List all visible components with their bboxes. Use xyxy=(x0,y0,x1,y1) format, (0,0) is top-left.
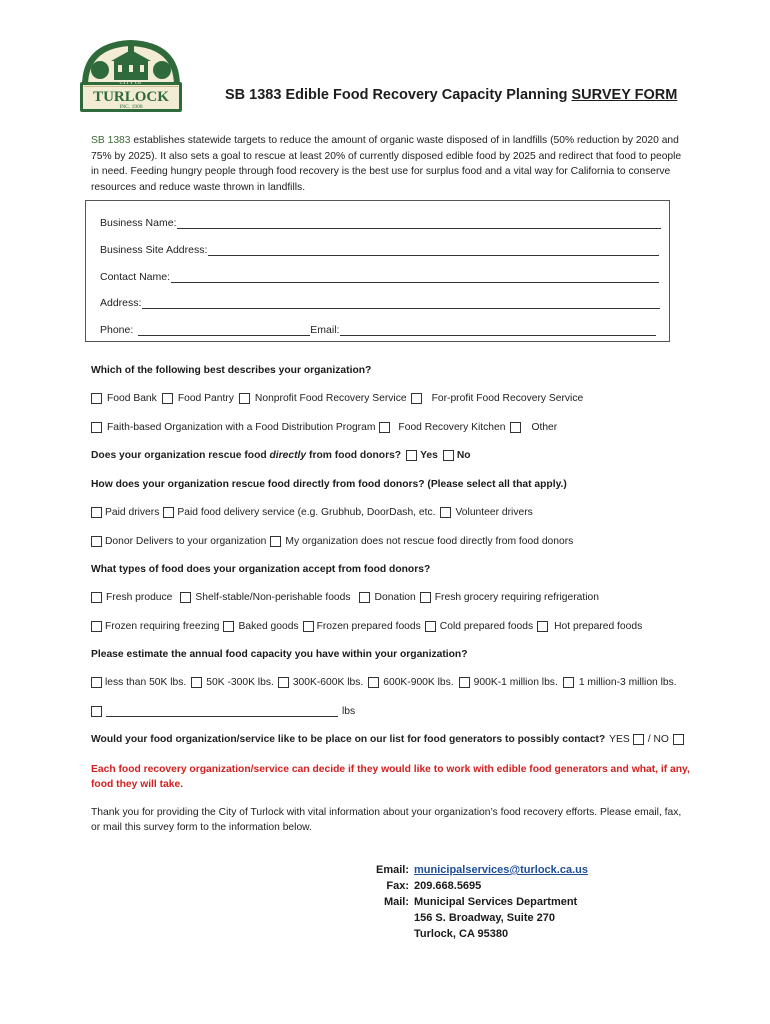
email-blank[interactable] xyxy=(340,325,656,336)
option-600k-900k[interactable] xyxy=(368,677,453,688)
question-rescue-directly xyxy=(91,450,471,461)
option-label: Fresh grocery requiring refrigeration xyxy=(434,592,599,603)
contact-name-blank[interactable] xyxy=(171,272,659,283)
phone-email-field[interactable] xyxy=(100,324,656,336)
option-1m-3m[interactable] xyxy=(563,677,677,688)
business-info-box xyxy=(85,200,670,342)
option-label: No xyxy=(456,450,471,461)
email-label: Email: xyxy=(375,864,409,876)
question-text: Would your food organization/service like to be place on our list for food generators to possibly contact? xyxy=(91,734,606,745)
city-of-turlock-logo xyxy=(76,36,186,118)
option-label: Frozen prepared foods xyxy=(316,621,421,632)
checkbox[interactable] xyxy=(673,734,684,745)
checkbox[interactable] xyxy=(537,621,548,632)
option-label: Food Recovery Kitchen xyxy=(398,422,506,433)
logo-name-text: TURLOCK xyxy=(93,89,169,105)
email-label: Email: xyxy=(310,324,340,336)
option-label: less than 50K lbs. xyxy=(105,677,187,688)
contact-mail-row xyxy=(373,894,588,910)
city-logo-seal xyxy=(76,36,186,118)
option-label: Baked goods xyxy=(238,621,299,632)
business-name-field[interactable] xyxy=(100,217,661,229)
custom-capacity-blank[interactable] xyxy=(106,706,338,717)
option-label: Nonprofit Food Recovery Service xyxy=(254,393,407,404)
fax-number: 209.668.5695 xyxy=(414,880,482,892)
option-label: Donor Delivers to your organization xyxy=(105,536,267,547)
option-shelf-stable[interactable] xyxy=(180,592,350,603)
address-field[interactable] xyxy=(100,297,660,309)
checkbox[interactable] xyxy=(180,592,191,603)
thank-you-paragraph: Thank you for providing the City of Turlock with vital information about your organization’s food recovery efforts. Please email, fax, or mail this survey form to the information below. xyxy=(91,807,682,833)
checkbox[interactable] xyxy=(270,536,281,547)
option-frozen-requiring-freezing[interactable] xyxy=(91,621,219,632)
option-label: For-profit Food Recovery Service xyxy=(431,393,584,404)
option-donation[interactable] xyxy=(359,592,416,603)
question-text-end: from food donors? xyxy=(306,450,402,461)
option-label: Hot prepared foods xyxy=(554,621,643,632)
email-link[interactable]: municipalservices@turlock.ca.us xyxy=(414,864,588,876)
phone-label: Phone: xyxy=(100,324,134,336)
option-label: 600K-900K lbs. xyxy=(383,677,454,688)
option-label: / NO xyxy=(647,734,669,745)
option-label: Food Pantry xyxy=(177,393,234,404)
contact-mail-city xyxy=(373,926,588,942)
option-50k-300k[interactable] xyxy=(191,677,274,688)
checkbox[interactable] xyxy=(411,393,422,404)
food-types-row-2 xyxy=(91,621,642,632)
rescue-method-row-1 xyxy=(91,507,533,518)
checkbox[interactable] xyxy=(278,677,289,688)
checkbox[interactable] xyxy=(633,734,644,745)
option-paid-drivers[interactable] xyxy=(91,507,159,518)
business-site-address-blank[interactable] xyxy=(208,245,659,256)
checkbox[interactable] xyxy=(459,677,470,688)
option-hot-prepared[interactable] xyxy=(537,621,642,632)
option-list-yes[interactable] xyxy=(609,734,648,745)
fax-label: Fax: xyxy=(386,880,409,892)
option-faith-based[interactable] xyxy=(91,422,375,433)
option-label: Frozen requiring freezing xyxy=(105,621,220,632)
option-label: 300K-600K lbs. xyxy=(292,677,364,688)
checkbox[interactable] xyxy=(510,422,521,433)
question-food-types: What types of food does your organization accept from food donors? xyxy=(91,564,431,575)
business-name-label: Business Name: xyxy=(100,217,177,229)
option-label: My organization does not rescue food directly from food donors xyxy=(285,536,574,547)
option-paid-delivery[interactable] xyxy=(163,507,435,518)
option-nonprofit-recovery[interactable] xyxy=(239,393,407,404)
checkbox[interactable] xyxy=(91,706,102,717)
custom-capacity-unit: lbs xyxy=(342,706,356,717)
checkbox[interactable] xyxy=(191,677,202,688)
option-label: 50K -300K lbs. xyxy=(206,677,274,688)
contact-name-label: Contact Name: xyxy=(100,271,171,283)
checkbox[interactable] xyxy=(443,450,454,461)
option-label: Paid food delivery service (e.g. Grubhub, DoorDash, etc. xyxy=(177,507,436,518)
option-label: 1 million-3 million lbs. xyxy=(578,677,677,688)
option-label: Shelf-stable/Non-perishable foods xyxy=(195,592,351,603)
logo-inc-text: INC. 1908 xyxy=(119,104,143,110)
contact-name-field[interactable] xyxy=(100,271,659,283)
option-300k-600k[interactable] xyxy=(278,677,363,688)
checkbox[interactable] xyxy=(91,592,102,603)
title-prefix: SB 1383 Edible Food Recovery Capacity Planning xyxy=(225,87,572,103)
option-less-than-50k[interactable] xyxy=(91,677,186,688)
question-emphasis: directly xyxy=(269,450,307,461)
option-cold-prepared[interactable] xyxy=(425,621,533,632)
checkbox[interactable] xyxy=(91,677,102,688)
intro-text: establishes statewide targets to reduce the amount of organic waste disposed of in landfills (50% reduction by 2020 and 75% by 2025). It also sets a goal to rescue at least 20% of currently disposed edible food by 2025 and redirect that food to people in need. Feeding hungry people through food recovery is the best use for surplus food and a vital way for California to conserve resources and reduce waste thrown in landfills. xyxy=(91,135,682,193)
checkbox[interactable] xyxy=(91,507,102,518)
question-text: Does your organization rescue food xyxy=(91,450,270,461)
mail-street: 156 S. Broadway, Suite 270 xyxy=(414,912,556,924)
contact-block xyxy=(373,862,588,942)
checkbox[interactable] xyxy=(91,536,102,547)
option-label: Donation xyxy=(374,592,416,603)
option-label: Volunteer drivers xyxy=(455,507,533,518)
option-list-no[interactable] xyxy=(648,734,689,745)
mail-label: Mail: xyxy=(383,896,409,908)
business-site-address-label: Business Site Address: xyxy=(100,244,208,256)
option-label: Faith-based Organization with a Food Distribution Program xyxy=(107,422,376,433)
red-notice: Each food recovery organization/service can decide if they would like to work with edible food generators and what, if any, food they will take. xyxy=(91,764,690,790)
option-food-recovery-kitchen[interactable] xyxy=(379,422,505,433)
question-generator-list xyxy=(91,734,689,745)
checkbox[interactable] xyxy=(163,507,174,518)
checkbox[interactable] xyxy=(563,677,574,688)
option-no[interactable] xyxy=(443,450,471,461)
checkbox[interactable] xyxy=(359,592,370,603)
option-label: Paid drivers xyxy=(105,507,160,518)
option-label: Yes xyxy=(420,450,438,461)
option-fresh-grocery[interactable] xyxy=(420,592,599,603)
checkbox[interactable] xyxy=(420,592,431,603)
option-food-pantry[interactable] xyxy=(162,393,234,404)
business-name-blank[interactable] xyxy=(177,218,661,229)
option-custom-capacity[interactable] xyxy=(91,706,355,717)
org-type-row-2 xyxy=(91,422,557,433)
title-survey-form: SURVEY FORM xyxy=(571,87,678,103)
intro-code: SB 1383 xyxy=(91,135,131,146)
checkbox[interactable] xyxy=(239,393,250,404)
checkbox[interactable] xyxy=(223,621,234,632)
question-organization-type: Which of the following best describes your organization? xyxy=(91,365,372,376)
contact-fax-row xyxy=(373,878,588,894)
option-forprofit-recovery[interactable] xyxy=(411,393,584,404)
rescue-method-row-2 xyxy=(91,536,573,547)
option-label: 900K-1 million lbs. xyxy=(473,677,558,688)
option-food-bank[interactable] xyxy=(91,393,157,404)
logo-city-of-text: CITY OF xyxy=(119,80,143,86)
business-site-address-field[interactable] xyxy=(100,244,659,256)
option-900k-1m[interactable] xyxy=(459,677,558,688)
phone-blank[interactable] xyxy=(138,325,310,336)
option-label: Fresh produce xyxy=(106,592,173,603)
checkbox[interactable] xyxy=(91,422,102,433)
checkbox[interactable] xyxy=(368,677,379,688)
option-other[interactable] xyxy=(510,422,557,433)
checkbox[interactable] xyxy=(440,507,451,518)
mail-city: Turlock, CA 95380 xyxy=(414,928,509,940)
option-label: Other xyxy=(531,422,558,433)
checkbox[interactable] xyxy=(406,450,417,461)
option-donor-delivers[interactable] xyxy=(91,536,266,547)
option-volunteer-drivers[interactable] xyxy=(440,507,533,518)
question-rescue-method: How does your organization rescue food directly from food donors? (Please select all that apply.) xyxy=(91,479,567,490)
option-label: Food Bank xyxy=(107,393,157,404)
checkbox[interactable] xyxy=(162,393,173,404)
option-baked-goods[interactable] xyxy=(223,621,298,632)
checkbox[interactable] xyxy=(425,621,436,632)
org-type-row-1 xyxy=(91,393,583,404)
capacity-row-2 xyxy=(91,706,355,717)
checkbox[interactable] xyxy=(303,621,314,632)
option-frozen-prepared[interactable] xyxy=(303,621,421,632)
option-label: YES xyxy=(609,734,630,745)
checkbox[interactable] xyxy=(91,393,102,404)
contact-email-row xyxy=(373,862,588,878)
contact-mail-street xyxy=(373,910,588,926)
option-yes[interactable] xyxy=(406,450,438,461)
capacity-row-1 xyxy=(91,677,677,688)
option-fresh-produce[interactable] xyxy=(91,592,172,603)
mail-department: Municipal Services Department xyxy=(414,896,578,908)
address-label: Address: xyxy=(100,297,142,309)
food-types-row-1 xyxy=(91,592,599,603)
option-label: Cold prepared foods xyxy=(439,621,534,632)
intro-paragraph xyxy=(91,133,691,195)
address-blank[interactable] xyxy=(142,298,660,309)
checkbox[interactable] xyxy=(379,422,390,433)
form-title xyxy=(225,87,677,103)
question-annual-capacity: Please estimate the annual food capacity you have within your organization? xyxy=(91,649,468,660)
option-no-direct-rescue[interactable] xyxy=(270,536,573,547)
checkbox[interactable] xyxy=(91,621,102,632)
